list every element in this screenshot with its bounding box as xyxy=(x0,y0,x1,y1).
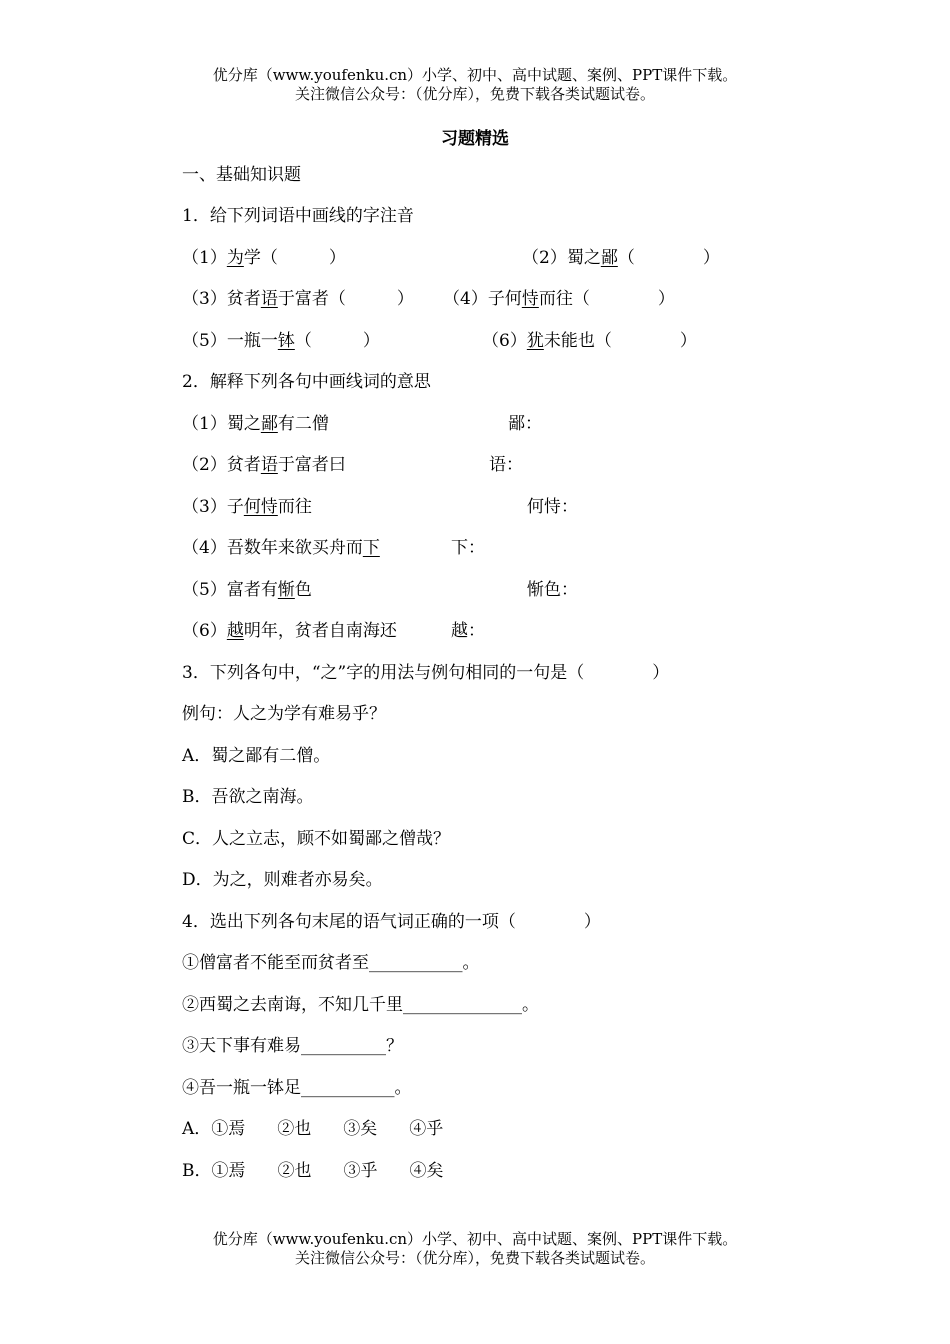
q2-item-4: （4）吾数年来欲买舟而下 xyxy=(182,538,380,558)
q2-item-3: （3）子何恃而往 xyxy=(182,497,312,517)
header-line-2: 关注微信公众号：（优分库），免费下载各类试题试卷。 xyxy=(294,85,655,103)
q2-answer-3: 何恃： xyxy=(527,497,578,517)
section-heading: 一、基础知识题 xyxy=(182,165,301,185)
header-line-1: 优分库（www.youfenku.cn）小学、初中、高中试题、案例、PPT课件下载。 xyxy=(212,66,738,84)
q4-blank-3: __________ xyxy=(301,1036,386,1056)
q2-item-6: （6）越明年，贫者自南海还 xyxy=(182,621,397,641)
q4-option-a: A．①焉 ②也 ③矣 ④乎 xyxy=(182,1119,444,1139)
q4-sentence-4: ④吾一瓶一钵足___________。 xyxy=(182,1078,412,1098)
q4-sentence-2: ②西蜀之去南诲，不知几千里______________。 xyxy=(182,995,539,1015)
q2-item-1: （1）蜀之鄙有二僧 xyxy=(182,414,329,434)
q2-answer-6: 越： xyxy=(451,621,485,641)
q2-answer-2: 语： xyxy=(489,455,523,475)
q3-example: 例句：人之为学有难易乎？ xyxy=(182,704,386,724)
q1-stem: 1．给下列词语中画线的字注音 xyxy=(182,206,414,226)
q4-blank-1: ___________ xyxy=(369,953,463,973)
q4-sentence-1: ①僧富者不能至而贫者至___________。 xyxy=(182,953,480,973)
q3-option-b: B．吾欲之南海。 xyxy=(182,787,314,807)
q1-item-2: （2）蜀之鄙（ ） xyxy=(522,248,720,268)
q1-item-3: （3）贫者语于富者（ ） xyxy=(182,289,414,309)
q3-option-c: C．人之立志，顾不如蜀鄙之僧哉？ xyxy=(182,829,451,849)
q2-answer-5: 惭色： xyxy=(527,580,578,600)
q1-item-1: （1）为学（ ） xyxy=(182,248,346,268)
footer-line-1: 优分库（www.youfenku.cn）小学、初中、高中试题、案例、PPT课件下载。 xyxy=(212,1230,738,1248)
q4-option-b: B．①焉 ②也 ③乎 ④矣 xyxy=(182,1161,444,1181)
q2-item-2: （2）贫者语于富者曰 xyxy=(182,455,346,475)
footer-line-2: 关注微信公众号：（优分库），免费下载各类试题试卷。 xyxy=(294,1249,655,1267)
q2-answer-1: 鄙： xyxy=(508,414,542,434)
q2-item-5: （5）富者有惭色 xyxy=(182,580,312,600)
q3-stem: 3．下列各句中，“之”字的用法与例句相同的一句是（ ） xyxy=(182,663,670,683)
q1-item-6: （6）犹未能也（ ） xyxy=(482,331,697,351)
q4-stem: 4．选出下列各句末尾的语气词正确的一项（ ） xyxy=(182,912,601,932)
q1-item-5: （5）一瓶一钵（ ） xyxy=(182,331,380,351)
q2-answer-4: 下： xyxy=(451,538,485,558)
q4-sentence-3: ③天下事有难易__________？ xyxy=(182,1036,403,1056)
q4-blank-4: ___________ xyxy=(301,1078,395,1098)
q3-option-d: D．为之，则难者亦易矣。 xyxy=(182,870,383,890)
page-footer xyxy=(0,1230,950,1268)
q3-option-a: A．蜀之鄙有二僧。 xyxy=(182,746,331,766)
q1-item-4: （4）子何恃而往（ ） xyxy=(443,289,675,309)
page-title: 习题精选 xyxy=(441,129,509,149)
q4-blank-2: ______________ xyxy=(403,995,522,1015)
q2-stem: 2．解释下列各句中画线词的意思 xyxy=(182,372,431,392)
page-header xyxy=(0,66,950,104)
